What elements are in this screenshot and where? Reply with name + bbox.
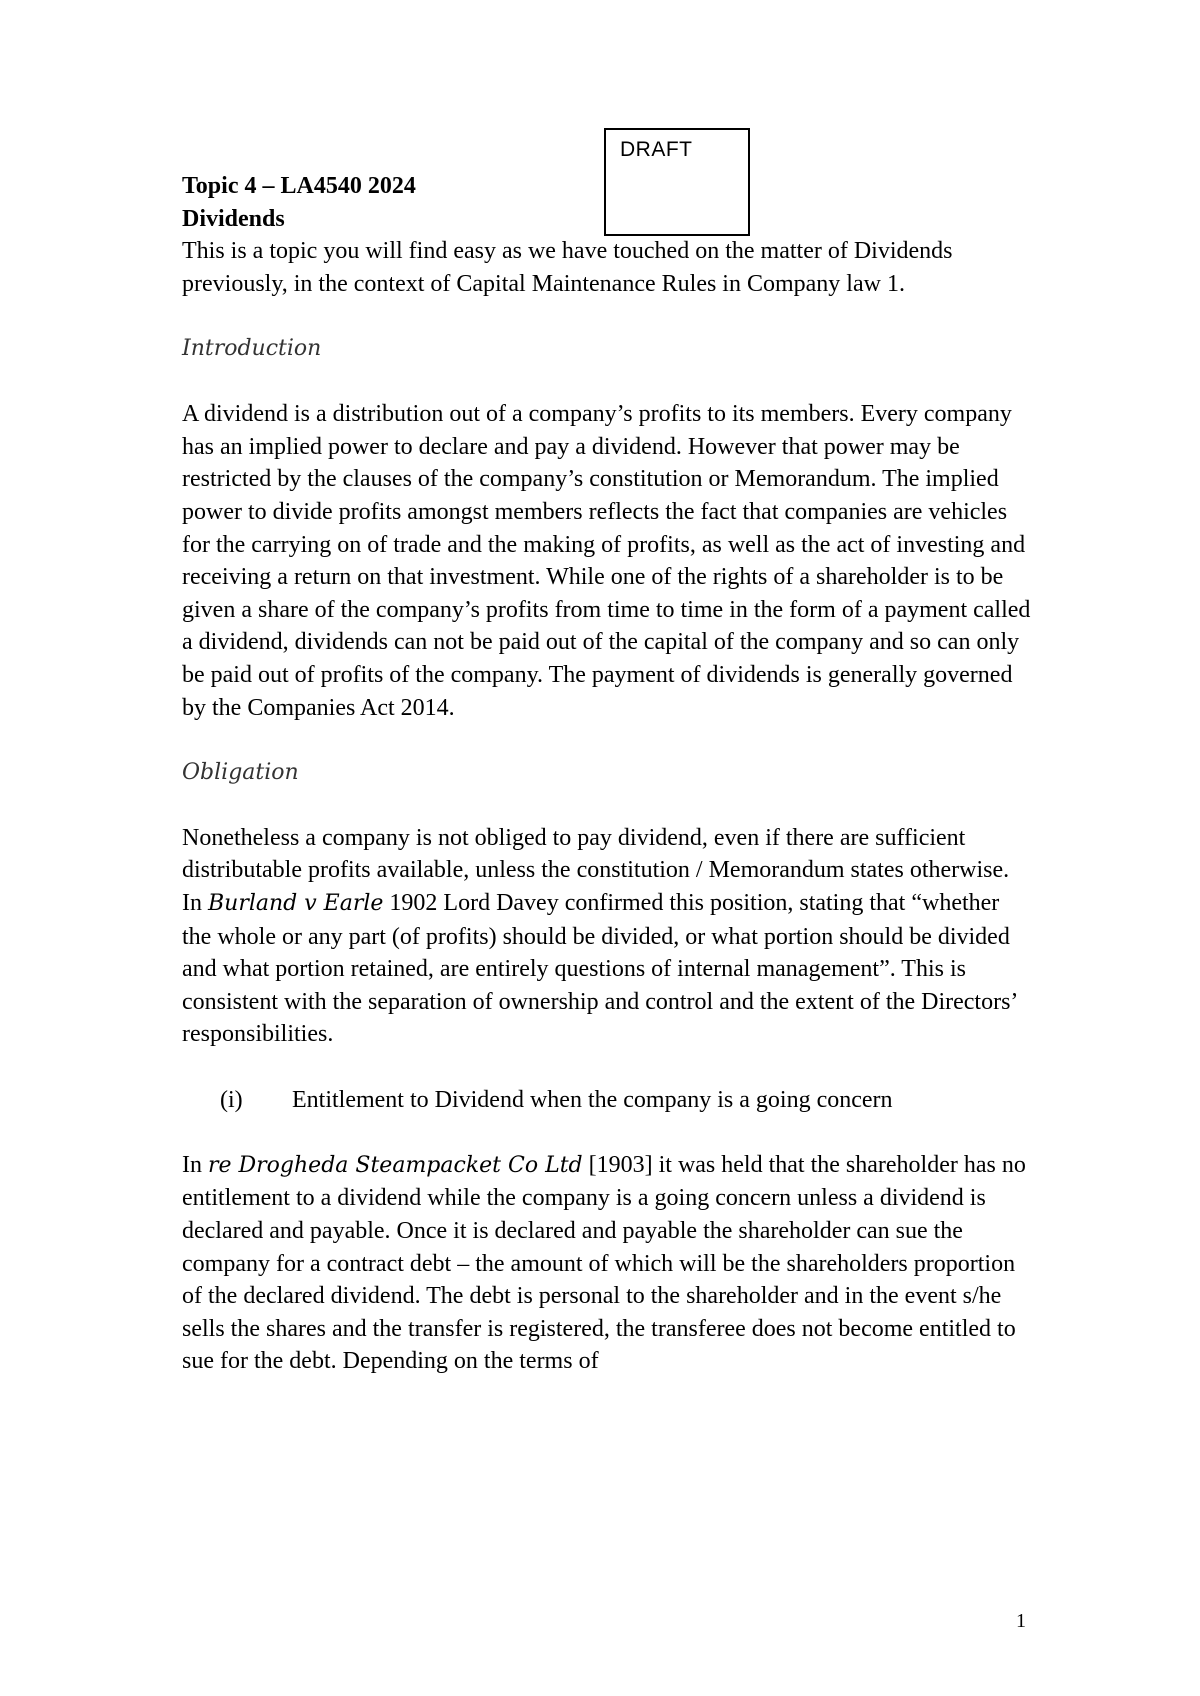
intro-paragraph: This is a topic you will find easy as we have touched on the matter of Dividends previously, in the context of Capital Maintenance Rules in Company law 1. xyxy=(182,238,953,297)
document-title: Topic 4 – LA4540 2024 xyxy=(182,173,416,199)
entitlement-text-part-2: [1903] it was held that the shareholder has no entitlement to a dividend while the company is a going concern unless a dividend is declared and payable. Once it is declared and payable the shareholder can sue the company for a contract debt – the amount of which will be the shareholders proportion of the declared dividend. The debt is personal to the shareholder and in the event s/he sells the shares and the transfer is registered, the transferee does not become entitled to sue for the debt. Depending on the terms of xyxy=(182,1151,1026,1375)
page-number: 1 xyxy=(1016,1610,1026,1632)
draft-label: DRAFT xyxy=(620,138,693,161)
list-heading: Entitlement to Dividend when the company is a going concern xyxy=(292,1086,893,1113)
obligation-paragraph xyxy=(182,822,1032,1051)
document-body xyxy=(182,170,1032,1378)
obligation-text-part-2: 1902 Lord Davey confirmed this position, stating that “whether the whole or any part (of profits) should be divided, or what portion should be divided and what portion retained, are entirely questions of internal management”. This is consistent with the separation of ownership and control and the extent of the Directors’ responsibilities. xyxy=(182,890,1017,1048)
list-number: (i) xyxy=(220,1086,243,1113)
case-citation-drogheda: re Drogheda Steampacket Co Ltd xyxy=(208,1152,583,1178)
introduction-heading: Introduction xyxy=(182,335,322,361)
list-item-entitlement xyxy=(182,1084,1032,1117)
obligation-text-part-1: Nonetheless a company is not obliged to pay dividend, even if there are sufficient distributable profits available, unless the constitution / Memorandum states otherwise. In xyxy=(182,824,1010,917)
introduction-paragraph: A dividend is a distribution out of a company’s profits to its members. Every company has an implied power to declare and pay a dividend. However that power may be restricted by the clauses of the company’s constitution or Memorandum. The implied power to divide profits amongst members reflects the fact that companies are vehicles for the carrying on of trade and the making of profits, as well as the act of investing and receiving a return on that investment. While one of the rights of a shareholder is to be given a share of the company’s profits from time to time in the form of a payment called a dividend, dividends can not be paid out of the capital of the company and so can only be paid out of profits of the company. The payment of dividends is generally governed by the Companies Act 2014. xyxy=(182,401,1031,721)
document-subtitle: Dividends xyxy=(182,205,285,232)
obligation-heading: Obligation xyxy=(182,759,299,785)
case-citation-burland: Burland v Earle xyxy=(208,891,384,917)
entitlement-text-part-1: In xyxy=(182,1151,208,1178)
entitlement-paragraph xyxy=(182,1149,1032,1378)
